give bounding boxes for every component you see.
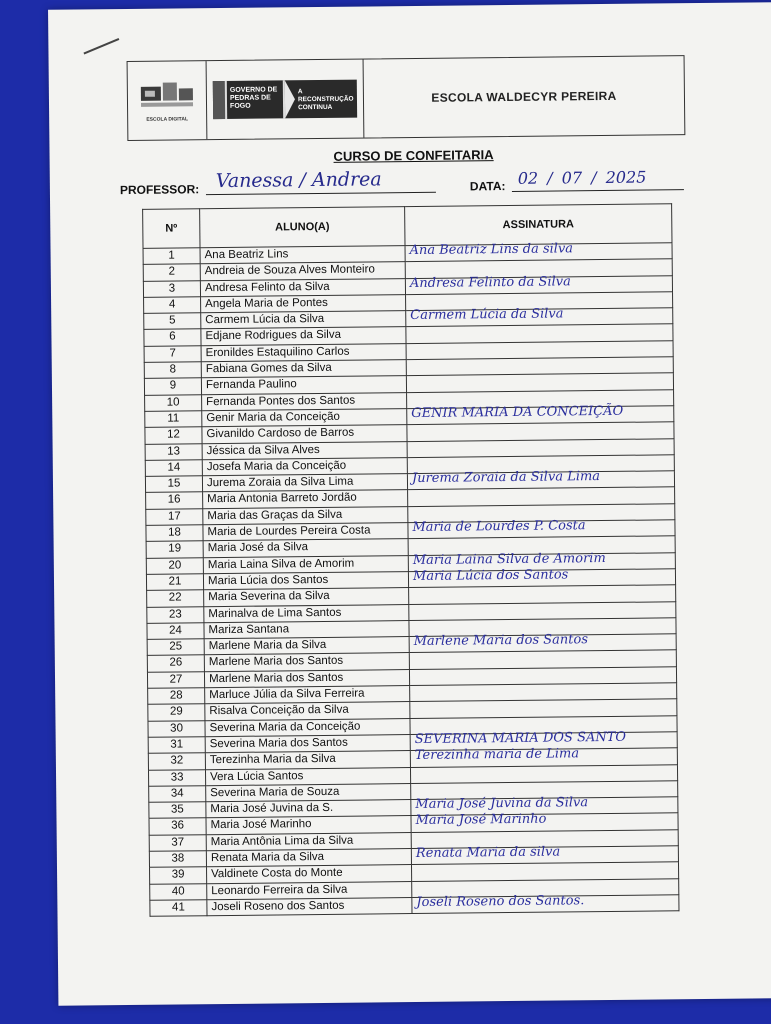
row-number: 2 (143, 264, 200, 281)
row-number: 1 (143, 248, 200, 265)
table-header-row (143, 204, 672, 249)
student-name: Andreia de Souza Alves Monteiro (200, 262, 405, 280)
row-number: 9 (144, 378, 201, 395)
student-name: Jurema Zoraia da Silva Lima (202, 474, 407, 492)
letterhead (127, 55, 686, 141)
handwritten-signature: Andresa Felinto da Silva (409, 273, 571, 291)
row-number: 6 (144, 329, 201, 346)
row-number: 8 (144, 362, 201, 379)
handwritten-signature: Marlene Maria dos Santos (413, 632, 589, 650)
row-number: 36 (149, 818, 206, 835)
student-name: Marinalva de Lima Santos (204, 604, 409, 622)
digital-school-icon (139, 78, 195, 115)
row-number: 40 (150, 883, 207, 900)
student-name: Maria das Graças da Silva (203, 506, 408, 524)
student-name: Leonardo Ferreira da Silva (207, 881, 412, 899)
city-seal-icon (213, 81, 227, 119)
row-number: 41 (150, 900, 207, 917)
row-number: 11 (145, 411, 202, 428)
handwritten-signature: Renata Maria da silva (415, 844, 561, 861)
student-name: Eronildes Estaquilino Carlos (201, 343, 406, 361)
student-name: Maria José Marinho (206, 816, 411, 834)
government-name: GOVERNO DE PEDRAS DE FOGO (227, 80, 285, 119)
row-number: 28 (148, 688, 205, 705)
student-name: Givanildo Cardoso de Barros (202, 425, 407, 443)
student-name: Severina Maria da Conceição (205, 718, 410, 736)
handwritten-signature: Carmem Lúcia da Silva (410, 306, 564, 324)
column-number: Nº (143, 209, 200, 249)
handwritten-signature: Maria Laina Silva de Amorim (412, 550, 606, 568)
row-number: 23 (147, 606, 204, 623)
row-number: 30 (148, 720, 205, 737)
student-name: Marlene Maria dos Santos (204, 669, 409, 687)
student-name: Risalva Conceição da Silva (205, 702, 410, 720)
handwritten-signature: Maria José Marinho (415, 812, 547, 829)
handwritten-signature: Maria de Lourdes P. Costa (412, 518, 586, 536)
school-logo (128, 61, 208, 140)
column-student: ALUNO(A) (200, 207, 405, 248)
student-name: Severina Maria de Souza (206, 783, 411, 801)
row-number: 24 (147, 623, 204, 640)
student-name: Carmem Lúcia da Silva (201, 311, 406, 329)
student-name: Fabiana Gomes da Silva (201, 360, 406, 378)
government-logo (207, 60, 365, 140)
row-number: 15 (145, 476, 202, 493)
row-number: 4 (144, 297, 201, 314)
row-number: 39 (150, 867, 207, 884)
arrow-right-icon (285, 80, 295, 118)
handwritten-signature: Joseli Roseno dos Santos. (416, 893, 585, 910)
student-name: Maria Laina Silva de Amorim (203, 555, 408, 573)
course-title: CURSO DE CONFEITARIA (333, 147, 494, 164)
row-number: 35 (149, 802, 206, 819)
student-name: Valdinete Costa do Monte (207, 865, 412, 883)
row-number: 20 (146, 557, 203, 574)
row-number: 34 (149, 786, 206, 803)
date-underline (512, 189, 684, 192)
row-number: 27 (147, 671, 204, 688)
row-number: 25 (147, 639, 204, 656)
student-name: Ana Beatriz Lins (200, 246, 405, 264)
handwritten-signature: GENIR MARIA DA CONCEIÇÃO (411, 403, 624, 421)
professor-underline (206, 192, 436, 195)
student-name: Maria José Juvina da S. (206, 800, 411, 818)
date-label: DATA: (469, 179, 506, 194)
student-name: Maria de Lourdes Pereira Costa (203, 523, 408, 541)
row-number: 31 (148, 737, 205, 754)
table-body (143, 243, 679, 917)
student-name: Vera Lúcia Santos (205, 767, 410, 785)
row-number: 22 (147, 590, 204, 607)
student-name: Angela Maria de Pontes (201, 294, 406, 312)
row-number: 14 (145, 460, 202, 477)
school-name: ESCOLA WALDECYR PEREIRA (431, 88, 617, 105)
attendance-table (142, 203, 679, 917)
logo-caption: ESCOLA DIGITAL (146, 116, 189, 123)
row-number: 12 (145, 427, 202, 444)
student-name: Fernanda Pontes dos Santos (202, 392, 407, 410)
row-number: 26 (147, 655, 204, 672)
student-name: Maria Lúcia dos Santos (203, 572, 408, 590)
student-name: Renata Maria da Silva (206, 849, 411, 867)
handwritten-signature: Maria José Juvina da Silva (415, 795, 589, 813)
student-name: Severina Maria dos Santos (205, 734, 410, 752)
professor-handwritten: Vanessa / Andrea (215, 168, 382, 193)
row-number: 21 (146, 574, 203, 591)
row-number: 13 (145, 443, 202, 460)
column-signature: ASSINATURA (405, 204, 672, 246)
pen-mark (83, 38, 119, 54)
row-number: 19 (146, 541, 203, 558)
attendance-sheet (48, 2, 771, 1006)
student-name: Marlene Maria dos Santos (204, 653, 409, 671)
student-name: Maria Antônia Lima da Silva (206, 832, 411, 850)
row-number: 18 (146, 525, 203, 542)
row-number: 17 (146, 508, 203, 525)
handwritten-signature: Maria Lúcia dos Santos (412, 567, 569, 584)
row-number: 38 (149, 851, 206, 868)
student-name: Maria Antonia Barreto Jordão (203, 490, 408, 508)
student-name: Marlene Maria da Silva (204, 637, 409, 655)
student-name: Edjane Rodrigues da Silva (201, 327, 406, 345)
student-name: Fernanda Paulino (201, 376, 406, 394)
handwritten-signature: Terezinha maria de Lima (414, 746, 580, 764)
row-number: 3 (143, 280, 200, 297)
row-number: 10 (145, 394, 202, 411)
student-name: Jéssica da Silva Alves (202, 441, 407, 459)
student-name: Genir Maria da Conceição (202, 409, 407, 427)
student-name: Marluce Júlia da Silva Ferreira (205, 686, 410, 704)
student-name: Terezinha Maria da Silva (205, 751, 410, 769)
professor-date-row (120, 167, 720, 199)
student-name: Maria José da Silva (203, 539, 408, 557)
date-handwritten: 02 / 07 / 2025 (517, 167, 647, 188)
row-number: 29 (148, 704, 205, 721)
professor-label: PROFESSOR: (119, 182, 200, 198)
government-slogan: A RECONSTRUÇÃO CONTINUA (297, 88, 354, 112)
student-name: Joseli Roseno dos Santos (207, 897, 412, 915)
student-name: Josefa Maria da Conceição (202, 457, 407, 475)
student-name: Mariza Santana (204, 620, 409, 638)
row-number: 37 (149, 834, 206, 851)
government-banner (213, 80, 357, 120)
handwritten-signature: Ana Beatriz Lins da silva (409, 241, 574, 259)
handwritten-signature: SEVERINA MARIA DOS SANTO (414, 729, 627, 747)
row-number: 32 (148, 753, 205, 770)
row-number: 16 (146, 492, 203, 509)
signature-cell (412, 895, 679, 914)
row-number: 33 (148, 769, 205, 786)
student-name: Andresa Felinto da Silva (200, 278, 405, 296)
handwritten-signature: Jurema Zoraia da Silva Lima (411, 469, 601, 487)
row-number: 5 (144, 313, 201, 330)
row-number: 7 (144, 346, 201, 363)
student-name: Maria Severina da Silva (204, 588, 409, 606)
